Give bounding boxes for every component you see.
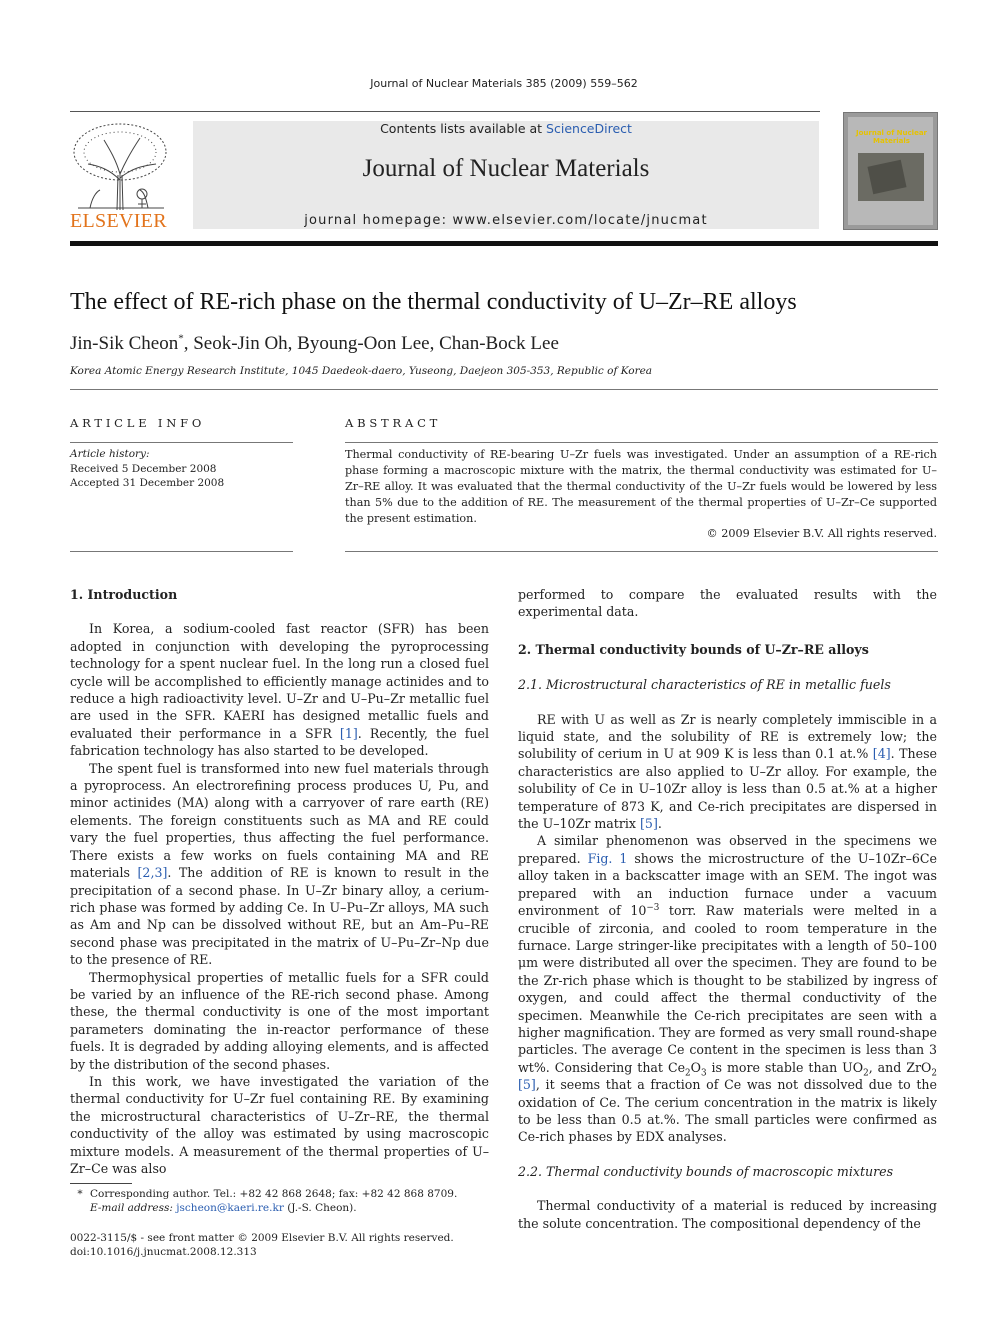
footnote-rule xyxy=(70,1183,132,1184)
received-date: Received 5 December 2008 xyxy=(70,462,217,475)
elsevier-wordmark: ELSEVIER xyxy=(70,210,167,232)
intro-paragraph-4: In this work, we have investigated the variation of the thermal conductivity for U–Zr fuel containing RE. By examining the microstructural characteristics of U–Zr–RE, the thermal conductivity of the alloy was estimated by using macroscopic mixture models. A measurement of the thermal properties of U–Zr–Ce was also xyxy=(70,1073,489,1176)
issn-block xyxy=(70,1231,490,1259)
email-suffix: (J.-S. Cheon). xyxy=(283,1202,357,1214)
header-top-rule xyxy=(70,111,820,112)
footnote-mark: * xyxy=(77,1188,83,1200)
article-title: The effect of RE-rich phase on the thermal conductivity of U–Zr–RE alloys xyxy=(70,289,797,315)
co-authors: , Seok-Jin Oh, Byoung-Oon Lee, Chan-Bock Lee xyxy=(183,333,559,354)
accepted-date: Accepted 31 December 2008 xyxy=(70,477,225,489)
ref-2-3-link[interactable]: [2,3] xyxy=(137,865,168,881)
header-thick-rule xyxy=(70,241,938,246)
abstract-heading: ABSTRACT xyxy=(345,416,442,430)
cover-title: Journal of Nuclear Materials xyxy=(856,129,927,145)
journal-homepage[interactable]: journal homepage: www.elsevier.com/locate/jnucmat xyxy=(304,213,708,228)
email-label: E-mail address: xyxy=(90,1202,173,1214)
abstract-rule xyxy=(345,442,938,443)
section-2-1-paragraph-1: RE with U as well as Zr is nearly completely immiscible in a liquid state, and the solubility of RE is extremely low; the solubility of cerium in U at 909 K is less than 0.1 at.% [4]. These characteristics are also applied to U–Zr alloy. For example, the solubility of Ce in U–10Zr alloy is less than 0.5 at.% at a higher temperature of 873 K, and Ce-rich precipitates are dispersed in the U–10Zr matrix [5]. xyxy=(518,711,937,832)
journal-title: Journal of Nuclear Materials xyxy=(362,155,650,182)
intro-paragraph-1: In Korea, a sodium-cooled fast reactor (SFR) has been adopted in conjunction with developing the pyroprocessing technology for a spent nuclear fuel. In the long run a closed fuel cycle will be accomplished to efficiently manage actinides and to reduce a high radioactivity level. U–Zr and U–Pu–Zr metallic fuel are used in the SFR. KAERI has designed metallic fuels and evaluated their performance in a SFR [1]. Recently, the fuel fabrication technology has also started to be developed. xyxy=(70,621,489,759)
footnote-block xyxy=(70,1187,490,1215)
fig-1-link[interactable]: Fig. 1 xyxy=(587,850,628,866)
journal-cover-thumbnail xyxy=(843,112,938,230)
affiliation-rule xyxy=(70,389,938,390)
ref-4-link[interactable]: [4] xyxy=(872,746,891,762)
article-history xyxy=(70,447,224,491)
first-author[interactable]: Jin-Sik Cheon xyxy=(70,333,179,354)
article-info-rule xyxy=(70,442,293,443)
author-list xyxy=(70,333,559,355)
ref-5-link[interactable]: [5] xyxy=(640,816,658,832)
copyright: © 2009 Elsevier B.V. All rights reserved. xyxy=(706,527,937,540)
section-2-1-heading: 2.1. Microstructural characteristics of RE in metallic fuels xyxy=(518,677,891,693)
intro-paragraph-2: The spent fuel is transformed into new fuel materials through a pyroprocess. An electrorefining process produces U, Pu, and minor actinides (MA) along with a carryover of rare earth (RE) elements. The foreign constituents such as MA and RE could vary the fuel properties, thus affecting the fuel performance. There exists a few works on fuels containing MA and RE materials [2,3]. The addition of RE is known to result in the precipitation of a second phase. In U–Zr binary alloy, a cerium-rich phase was formed by adding Ce. In U–Pu–Zr alloys, MA such as Am and Np can be dissolved without RE, but an Am–Pu–RE second phase was precipitated in the matrix of U–Pu–Zr–Np due to the presence of RE. xyxy=(70,760,489,968)
sciencedirect-link[interactable]: ScienceDirect xyxy=(546,121,632,136)
history-label: Article history: xyxy=(70,448,150,460)
corresponding-info: Corresponding author. Tel.: +82 42 868 2648; fax: +82 42 868 8709. xyxy=(90,1188,458,1200)
article-info-bottom-rule xyxy=(70,551,293,552)
elsevier-tree-logo xyxy=(70,120,172,212)
right-column xyxy=(518,586,937,1232)
article-info-heading: ARTICLE INFO xyxy=(70,416,206,430)
section-1-heading: 1. Introduction xyxy=(70,587,178,602)
abstract-bottom-rule xyxy=(345,551,938,552)
issn-line: 0022-3115/$ - see front matter © 2009 Elsevier B.V. All rights reserved. xyxy=(70,1232,454,1244)
email-link[interactable]: jscheon@kaeri.re.kr xyxy=(176,1202,284,1214)
contents-line xyxy=(193,121,819,136)
section-2-heading: 2. Thermal conductivity bounds of U–Zr–RE alloys xyxy=(518,641,869,657)
contents-prefix: Contents lists available at xyxy=(380,121,547,136)
intro-paragraph-4-continued: performed to compare the evaluated results with the experimental data. xyxy=(518,587,937,620)
abstract-text: Thermal conductivity of RE-bearing U–Zr fuels was investigated. Under an assumption of a RE-rich phase forming a macroscopic mixture with the matrix, the thermal conductivity was estimated for U–Zr–RE alloy. It was evaluated that the thermal conductivity of the U–Zr fuels would be lowered by less than 5% due to the addition of RE. The measurement of the thermal properties of U–Zr–Ce supported the present estimation. xyxy=(345,448,937,525)
corresponding-mark[interactable]: * xyxy=(178,332,184,345)
ref-1-link[interactable]: [1] xyxy=(339,725,358,741)
intro-paragraph-3: Thermophysical properties of metallic fuels for a SFR could be varied by an influence of the RE-rich second phase. Among these, the thermal conductivity is one of the most important parameters dominating the in-reactor performance of these fuels. It is degraded by adding alloying elements, and is affected by the distribution of the second phases. xyxy=(70,969,489,1072)
affiliation: Korea Atomic Energy Research Institute, 1045 Daedeok-daero, Yuseong, Daejeon 305-353, Republic of Korea xyxy=(70,365,653,377)
doi-line[interactable]: doi:10.1016/j.jnucmat.2008.12.313 xyxy=(70,1246,257,1258)
section-2-1-paragraph-2: A similar phenomenon was observed in the specimens we prepared. Fig. 1 shows the microstructure of the U–10Zr–6Ce alloy taken in a backscatter image with an SEM. The ingot was prepared with an induction furnace under a vacuum environment of $10^{-3}$ torr. Raw materials were melted in a crucible of zirconia, and cooled to room temperature in the furnace. Large stringer-like precipitates with a length of 50–100 μm were distributed all over the specimen. They are found to be the Zr-rich phase which is thought to be stabilized by ingress of oxygen, and could affect the thermal conductivity of the specimen. Meanwhile the Ce-rich precipitates are seen with a higher magnification. They are formed as very small round-shape particles. The average Ce content in the specimen is less than 3 wt%. Considering that $Ce_2O_3$ is more stable than $UO_2$, and ZrO$_2$ [5], it seems that a fraction of Ce was not dissolved due to the oxidation of Ce. The cerium concentration in the matrix is likely to be less than 0.5 at.%. The small particles were confirmed as Ce-rich phases by EDX analyses. xyxy=(518,833,937,1145)
section-2-2-paragraph-1: Thermal conductivity of a material is reduced by increasing the solute concentration. The compositional dependency of the xyxy=(518,1198,937,1231)
running-head: Journal of Nuclear Materials 385 (2009) 559–562 xyxy=(370,77,638,90)
section-2-2-heading: 2.2. Thermal conductivity bounds of macroscopic mixtures xyxy=(518,1163,894,1179)
ref-5-link-2[interactable]: [5] xyxy=(518,1077,536,1093)
left-column xyxy=(70,586,489,1177)
